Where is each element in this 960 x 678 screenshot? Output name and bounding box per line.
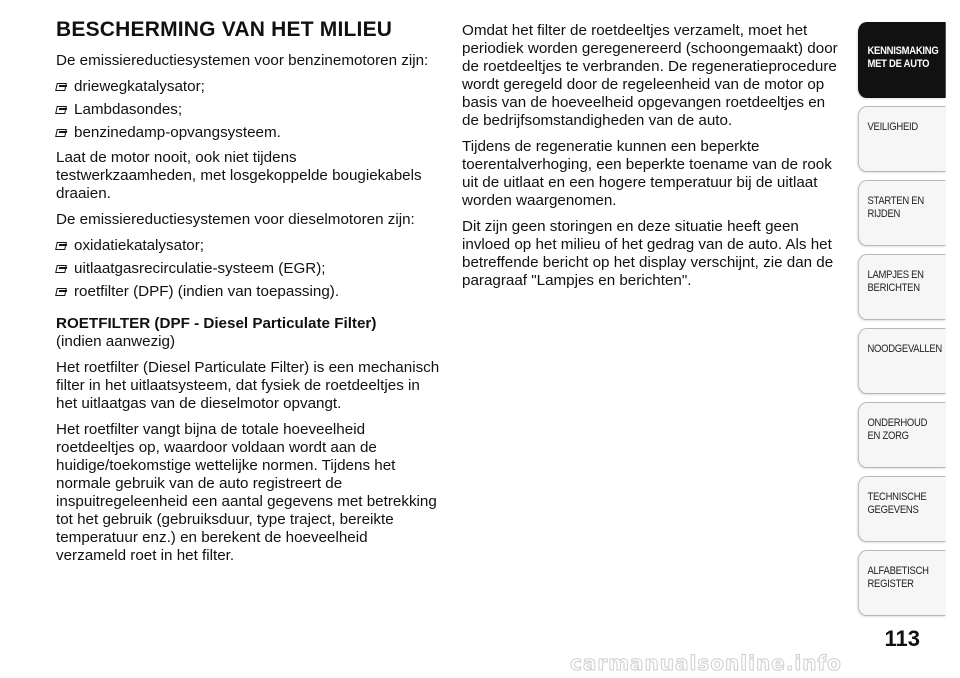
diesel-systems-list <box>56 237 440 301</box>
list-item: benzinedamp-opvangsysteem. <box>56 124 440 142</box>
dpf-note: (indien aanwezig) <box>56 333 176 350</box>
regeneration-note: Dit zijn geen storingen en deze situatie heeft geen invloed op het milieu of het gedrag van de auto. Als het betreffende bericht op het display verschijnt, zie dan de paragraaf "Lampjes en berichten". <box>462 218 834 289</box>
tab-noodgevallen[interactable]: NOODGEVALLEN <box>858 328 946 394</box>
list-item: roetfilter (DPF) (indien van toepassing). <box>56 283 440 301</box>
regeneration-effects: Tijdens de regeneratie kunnen een beperkte toerentalverhoging, een beperkte toename van de rook uit de uitlaat en een hogere temperatuur bij de uitlaat worden waargenomen. <box>462 138 832 209</box>
tab-starten-en-rijden[interactable]: STARTEN EN RIJDEN <box>858 180 946 246</box>
petrol-systems-list <box>56 78 440 142</box>
tab-technische-gegevens[interactable]: TECHNISCHE GEGEVENS <box>858 476 946 542</box>
regeneration-paragraph: Omdat het filter de roetdeeltjes verzamelt, moet het periodiek worden geregenereerd (schoongemaakt) door de roetdeeltjes te verbranden. De regeneratieprocedure wordt geregeld door de regeleenheid van de motor op basis van de hoeveelheid opgevangen roetdeeltjes en de bedrijfsomstandigheden van de auto. <box>462 22 838 129</box>
dpf-heading: ROETFILTER (DPF - Diesel Particulate Filter) <box>56 315 377 332</box>
tab-lampjes-en-berichten[interactable]: LAMPJES EN BERICHTEN <box>858 254 946 320</box>
diesel-intro: De emissiereductiesystemen voor dieselmotoren zijn: <box>56 211 415 228</box>
bullet-icon <box>56 106 68 115</box>
tab-alfabetisch-register[interactable]: ALFABETISCH REGISTER <box>858 550 946 616</box>
tab-onderhoud-en-zorg[interactable]: ONDERHOUD EN ZORG <box>858 402 946 468</box>
right-column <box>462 22 846 298</box>
list-item: uitlaatgasrecirculatie-systeem (EGR); <box>56 260 440 278</box>
bullet-icon <box>56 129 68 138</box>
list-item: Lambdasondes; <box>56 101 440 119</box>
list-item: driewegkatalysator; <box>56 78 440 96</box>
page-number: 113 <box>884 626 920 651</box>
warning-paragraph: Laat de motor nooit, ook niet tijdens testwerkzaamheden, met losgekoppelde bougiekabels draaien. <box>56 149 422 202</box>
bullet-icon <box>56 242 68 251</box>
list-item: oxidatiekatalysator; <box>56 237 440 255</box>
watermark: carmanualsonline.info <box>570 651 842 675</box>
bullet-icon <box>56 265 68 274</box>
dpf-description: Het roetfilter (Diesel Particulate Filter) is een mechanisch filter in het uitlaatsysteem, dat fysiek de roetdeeltjes in het uitlaatgas van de dieselmotor opvangt. <box>56 359 440 412</box>
dpf-function: Het roetfilter vangt bijna de totale hoeveelheid roetdeeltjes op, waardoor voldaan wordt aan de huidige/toekomstige wettelijke normen. Tijdens het normale gebruik van de auto registreert de inspuitregeleenheid een aantal gegevens met betrekking tot het gebruik (gebruiksduur, type traject, bereikte temperatuur enz.) en berekent de hoeveelheid verzameld roet in het filter. <box>56 421 437 564</box>
tab-kennismaking[interactable]: KENNISMAKING MET DE AUTO <box>858 22 946 98</box>
left-column <box>56 18 440 573</box>
tab-veiligheid[interactable]: VEILIGHEID <box>858 106 946 172</box>
bullet-icon <box>56 288 68 297</box>
section-title: BESCHERMING VAN HET MILIEU <box>56 18 393 41</box>
petrol-intro: De emissiereductiesystemen voor benzinemotoren zijn: <box>56 52 429 69</box>
bullet-icon <box>56 83 68 92</box>
chapter-tabs <box>858 22 960 624</box>
